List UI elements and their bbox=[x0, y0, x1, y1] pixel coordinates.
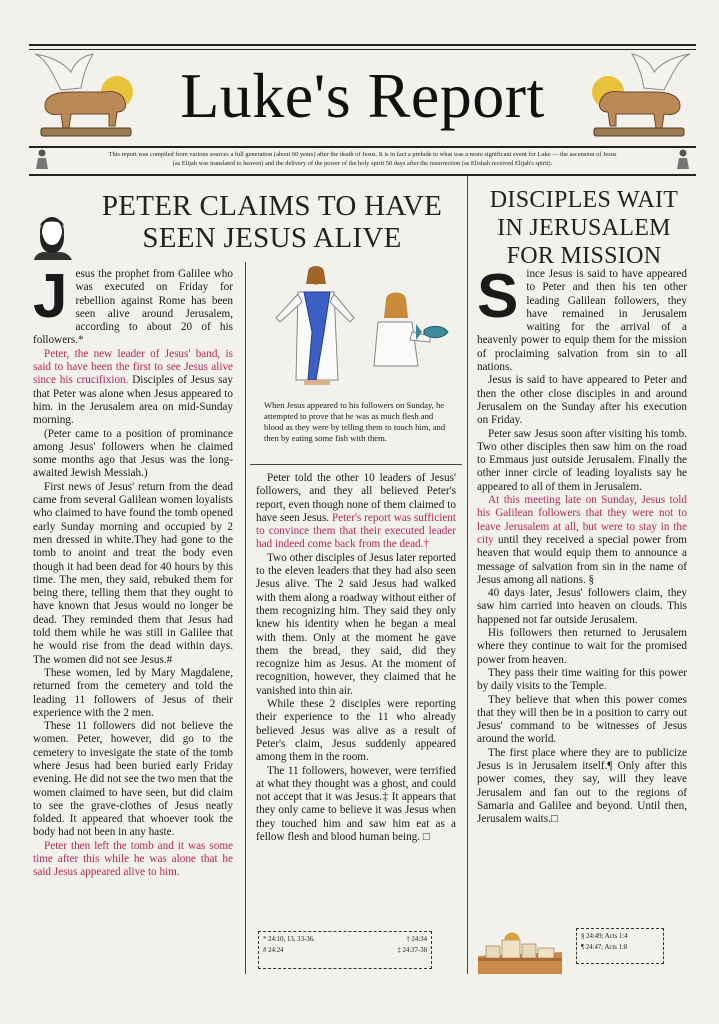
footnote: § 24:49; Acts 1:4 bbox=[581, 933, 628, 940]
footnote: # 24:24 bbox=[263, 947, 284, 954]
paper-title: Luke's Report bbox=[180, 60, 545, 131]
footnote-box bbox=[576, 928, 664, 964]
caption-divider bbox=[250, 464, 462, 465]
paragraph: Peter saw Jesus soon after visiting his tomb. Two other disciples then saw him on the road to Emmaus just outside Jerusalem. Finally the other inner circle of leading loyalists say he appeared to all of them in Jerusalem. bbox=[477, 427, 687, 493]
highlighted-text: Peter, the new leader of Jesus' band, is said to have been the first to see Jesus alive since his crucifixion. bbox=[33, 347, 233, 387]
figure-icon bbox=[674, 148, 692, 170]
paragraph: Peter, the new leader of Jesus' band, is said to have been the first to see Jesus alive since his crucifixion. Disciples of Jesus say that Peter was alone when Jesus appeared to him. in the Jerusalem area on mid-Sunday morning. bbox=[33, 347, 233, 427]
winged-ox-emblem-icon bbox=[584, 50, 694, 142]
paragraph: ince Jesus is said to have appeared to Peter and then his ten other leading Galilean followers, they have remained in Jerusalem waiting for the arrival of a heavenly power to equip them for the mission of proclaiming salvation from sin to all nations. bbox=[477, 268, 687, 374]
jerusalem-town-illustration bbox=[478, 922, 562, 974]
highlighted-text: Peter then left the tomb and it was some time after this while he was alone that he said Jesus appeared alive to him. bbox=[33, 839, 233, 879]
picture-caption: When Jesus appeared to his followers on Sunday, he attempted to prove that he was as much flesh and blood as they were by telling them to touch him, and then by eating some fish with them. bbox=[264, 400, 446, 443]
side-headline: DISCIPLES WAIT IN JERUSALEM FOR MISSION bbox=[489, 187, 679, 269]
paragraph: The 11 followers, however, were terrified at what they thought was a ghost, and could not accept that it was Jesus.‡ It appears that they only came to believe it was Jesus when they touched him and saw him eat as a fellow flesh and blood human being. □ bbox=[256, 764, 456, 844]
paragraph: They believe that when this power comes that they will then be in a position to carry out Jesus' command to be witnesses of Jesus around the world. bbox=[477, 693, 687, 746]
drop-cap: J bbox=[33, 262, 68, 331]
paragraph: First news of Jesus' return from the dead came from several Galilean women loyalists who claimed to have found the tomb opened early Sunday morning and occupied by 2 men dressed in white.They had gone to the tomb to anoint and treat the body even though it had been dead for 40 hours by this time. The men, they said, rebuked them for being there, telling them that they ought to have known that Jesus would no longer be dead. They reminded them that Jesus had told them while he was still in Galilee that he would rise from the dead within days. The women did not see Jesus.# bbox=[33, 480, 233, 666]
footnote: † 24:34 bbox=[406, 936, 427, 943]
footnote: ¶ 24:47; Acts 1:8 bbox=[581, 944, 628, 951]
paragraph: 40 days later, Jesus' followers claim, they saw him carried into heaven on clouds. This happened not far outside Jerusalem. bbox=[477, 587, 687, 626]
footnote-box bbox=[258, 931, 432, 969]
paragraph: The first place where they are to publicize Jesus is in Jerusalem itself.¶ Only after this power comes, they say, will they leave Jerusalem and fan out to the regions of Samaria and Galilee and beyond. Until then, Jerusalem waits.□ bbox=[477, 746, 687, 826]
masthead-note-text bbox=[63, 150, 662, 168]
note-line-1: This report was compiled from various sources a full generation (about 60 years) after the death of Jesus. It is in fact a prelude to what was a more significant event for Luke — the ascension of Jesus bbox=[108, 151, 617, 158]
side-story-column bbox=[477, 262, 687, 826]
masthead bbox=[29, 44, 696, 148]
highlighted-text: At this meeting late on Sunday, Jesus told his Galilean followers that they were not to leave Jerusalem at all, but were to stay in the city bbox=[477, 494, 687, 546]
paragraph: Two other disciples of Jesus later reported to the eleven leaders that they had also seen Jesus alive. The 2 said Jesus had walked with them along a roadway without either of them recognizing him. They said they only knew his identity when he began a meal with them. Only at the moment he gave them the bread, they said, did they recognize him as Jesus. At the moment of recognition, however, they claimed that he vanished into thin air. bbox=[256, 551, 456, 697]
paragraph: These women, led by Mary Magdalene, returned from the cemetery and told the leading 11 followers of Jesus of their experience with the 2 men. bbox=[33, 666, 233, 719]
figure-icon bbox=[33, 148, 51, 170]
paragraph: His followers then returned to Jerusalem where they continue to wait for the promised power from heaven. bbox=[477, 627, 687, 666]
paragraph: (Peter came to a position of prominance among Jesus' followers when he claimed some months ago that Jesus was the long-awaited Jewish Messiah.) bbox=[33, 427, 233, 480]
paragraph: While these 2 disciples were reporting their experience to the 11 who already believed Jesus was alive as a result of Peter's claim, Jesus suddenly appeared among them in the room. bbox=[256, 698, 456, 764]
column-divider bbox=[467, 176, 468, 974]
paragraph: At this meeting late on Sunday, Jesus told his Galilean followers that they were not to leave Jerusalem at all, but were to stay in the city until they received a special power from heaven that would equip them to announce a message of salvation from sin in the name of Jesus among all nations. § bbox=[477, 494, 687, 586]
highlighted-text: Peter's report was sufficient to convince them that their executed leader had indeed come back from the dead.† bbox=[256, 511, 456, 551]
jesus-portrait-icon bbox=[28, 212, 78, 260]
note-line-2: (as Elijah was translated to heaven) and the delivery of the power of the holy spirit 50 days after the resurrection (as Elishah received Elijah's spirit). bbox=[172, 160, 553, 167]
masthead-note bbox=[29, 146, 696, 176]
footnote: * 24:10, 13, 33-36. bbox=[263, 936, 315, 943]
drop-cap: S bbox=[477, 262, 519, 331]
main-story-column-1 bbox=[33, 262, 233, 880]
paragraph: These 11 followers did not believe the women. Peter, however, did go to the cemetery to invesigate the state of the tomb where Jesus had been buried early Friday evening. He did not see the two men that the women claimed to have seen, but did claim to see the grave-clothes of Jesus neatly folded. It appeared that whoever took the body had not been in any haste. bbox=[33, 720, 233, 839]
paragraph: They pass their time waiting for this power by daily visits to the Temple. bbox=[477, 666, 687, 693]
column-divider bbox=[245, 262, 246, 974]
paragraph: Peter told the other 10 leaders of Jesus' followers, and they all believed Peter's report, even though none of them claimed to have seen Jesus. Peter's report was sufficient to convince them that their executed leader had indeed come back from the dead.† bbox=[256, 472, 456, 551]
main-headline: PETER CLAIMS TO HAVE SEEN JESUS ALIVE bbox=[101, 190, 443, 254]
jesus-eating-fish-illustration bbox=[256, 262, 456, 400]
paragraph bbox=[33, 840, 233, 880]
footnote: ‡ 24:37-38 bbox=[397, 947, 427, 954]
paragraph: Jesus is said to have appeared to Peter and then the other close disciples in and around Jerusalem on the Sunday after his execution on Friday. bbox=[477, 374, 687, 427]
paragraph: esus the prophet from Galilee who was executed on Friday for rebellion against Rome has been seen alive around Jerusalem, according to about 20 of his followers.* bbox=[33, 268, 233, 347]
main-story-column-2 bbox=[256, 472, 456, 844]
